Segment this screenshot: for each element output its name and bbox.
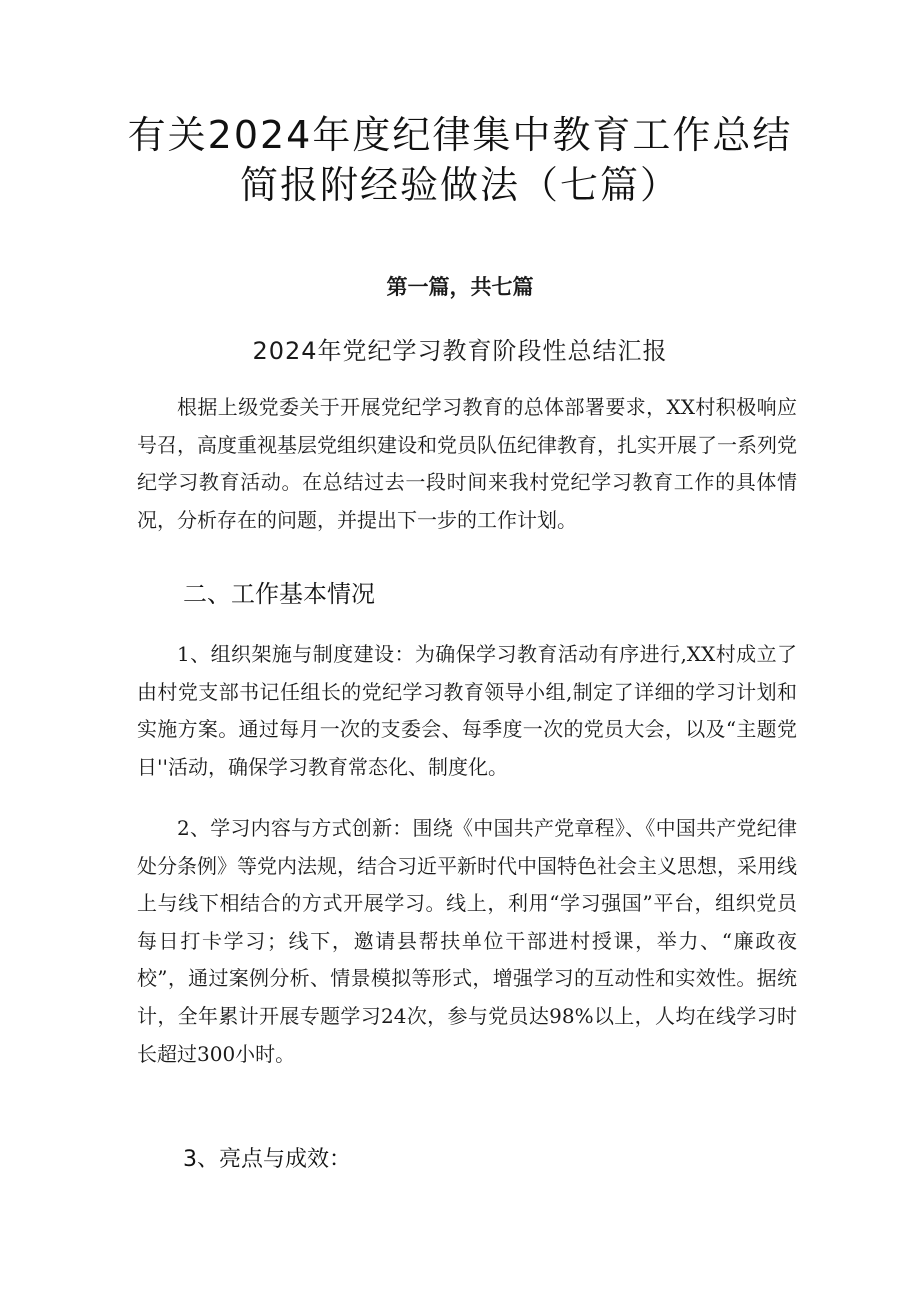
- item1-paragraph: 1、组织架施与制度建设：为确保学习教育活动有序进行,XX村成立了由村党支部书记任组长的党纪学习教育领导小组,制定了详细的学习计划和实施方案。通过每月一次的支委会、每季度一次的党员大会，以及“主题党日''活动，确保学习教育常态化、制度化。: [137, 642, 797, 779]
- report-subtitle: 2024年党纪学习教育阶段性总结汇报: [252, 337, 668, 365]
- section-heading: 二、工作基本情况: [183, 580, 375, 608]
- item3-heading: 3、亮点与成效：: [183, 1147, 351, 1172]
- intro-paragraph: 根据上级党委关于开展党纪学习教育的总体部署要求，XX村积极响应号召，高度重视基层党组织建设和党员队伍纪律教育，扎实开展了一系列党纪学习教育活动。在总结过去一段时间来我村党纪学习教育工作的具体情况，分析存在的问题，并提出下一步的工作计划。: [137, 395, 797, 532]
- section-label: 第一篇，共七篇: [386, 274, 534, 299]
- document-title: 有关2024年度纪律集中教育工作总结简报附经验做法（七篇）: [127, 113, 793, 207]
- item2-paragraph: 2、学习内容与方式创新：围绕《中国共产党章程》、《中国共产党纪律处分条例》等党内法规，结合习近平新时代中国特色社会主义思想，采用线上与线下相结合的方式开展学习。线上，利用“学习强国”平台，组织党员每日打卡学习；线下，邀请县帮扶单位干部进村授课，举力、“廉政夜校”，通过案例分析、情景模拟等形式，增强学习的互动性和实效性。据统计，全年累计开展专题学习24次，参与党员达98%以上，人均在线学习时长超过300小时。: [137, 816, 797, 1066]
